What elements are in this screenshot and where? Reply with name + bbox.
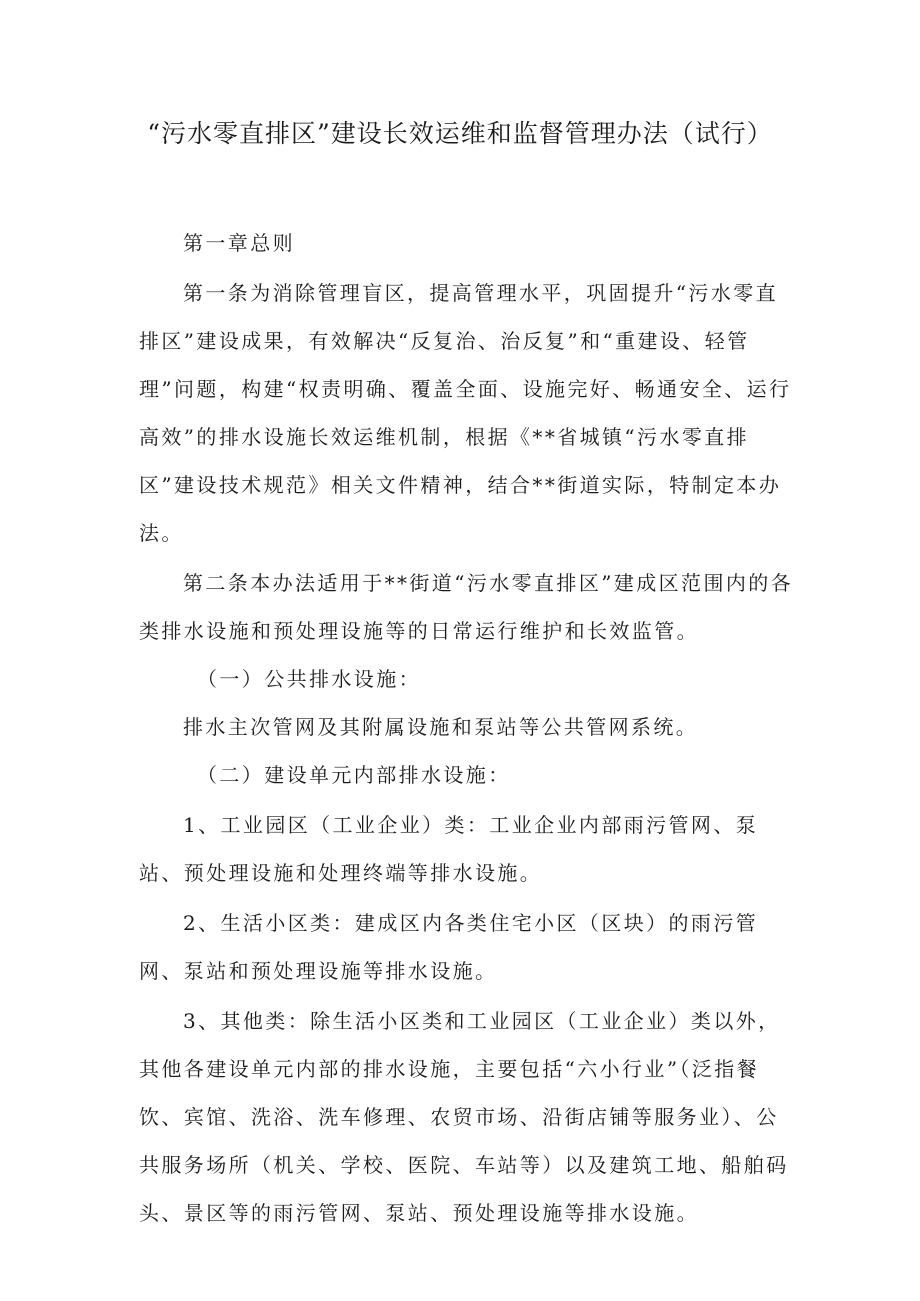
section-2-heading: （二）建设单元内部排水设施： <box>197 763 511 787</box>
document-title: “污水零直排区”建设长效运维和监督管理办法（试行） <box>147 119 773 148</box>
document-body <box>139 219 799 1237</box>
item-1-paragraph: 1、工业园区（工业企业）类：工业企业内部雨污管网、泵站、预处理设施和处理终端等排水设施。 <box>139 813 759 885</box>
article-1-paragraph: 第一条为消除管理盲区，提高管理水平，巩固提升“污水零直排区”建设成果，有效解决“反复治、治反复”和“重建设、轻管理”问题，构建“权责明确、覆盖全面、设施完好、畅通安全、运行高效”的排水设施长效运维机制，根据《**省城镇“污水零直排区”建设技术规范》相关文件精神，结合**街道实际，特制定本办法。 <box>139 281 792 545</box>
item-3-paragraph: 3、其他类：除生活小区类和工业园区（工业企业）类以外，其他各建设单元内部的排水设施，主要包括“六小行业”（泛指餐饮、宾馆、洗浴、洗车修理、农贸市场、沿街店铺等服务业）、公共服务场所（机关、学校、医院、车站等）以及建筑工地、船舶码头、景区等的雨污管网、泵站、预处理设施等排水设施。 <box>139 1009 789 1225</box>
article-2-paragraph: 第二条本办法适用于**街道“污水零直排区”建成区范围内的各类排水设施和预处理设施等的日常运行维护和长效监管。 <box>139 571 794 643</box>
section-1-paragraph: 排水主次管网及其附属设施和泵站等公共管网系统。 <box>183 715 699 739</box>
item-2-paragraph: 2、生活小区类：建成区内各类住宅小区（区块）的雨污管网、泵站和预处理设施等排水设施。 <box>139 911 759 983</box>
chapter-heading: 第一章总则 <box>183 231 295 255</box>
section-1-heading: （一）公共排水设施： <box>197 667 421 691</box>
